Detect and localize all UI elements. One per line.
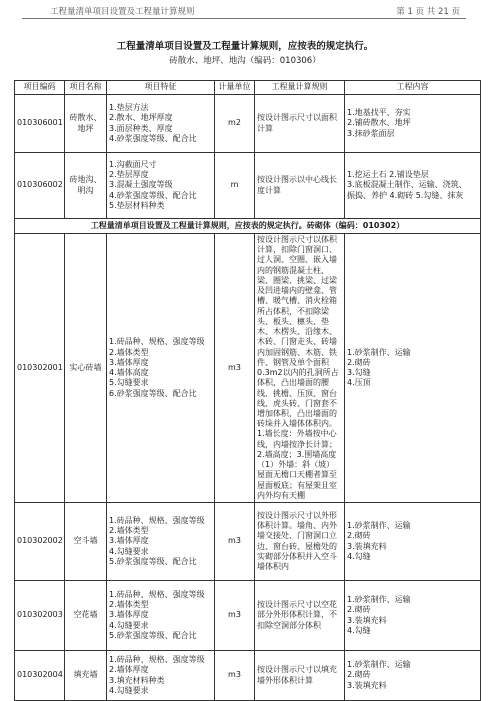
item-name: 空斗墙: [65, 503, 107, 581]
table-row: [15, 503, 481, 581]
item-unit: m3: [215, 234, 255, 503]
list-line: 3.面层种类、厚度: [109, 123, 173, 133]
list-line: 4.压顶: [347, 378, 371, 388]
table-row: [15, 95, 481, 153]
item-unit: m3: [215, 651, 255, 701]
item-code: 010302003: [15, 581, 65, 651]
list-line: 2.砌砖: [347, 605, 371, 615]
list-line: 3.装填充料: [347, 615, 387, 625]
list-line: 4.勾缝要求: [109, 546, 149, 556]
list-line: 2.砌砖: [347, 670, 371, 680]
item-code: 010306001: [15, 95, 65, 153]
list-line: 1.砖品种、规格、强度等级: [109, 590, 205, 599]
list-line: 2.砌砖: [347, 531, 371, 541]
list-line: 4.勾缝: [347, 625, 371, 635]
list-line: 3.墙体厚度: [109, 357, 149, 367]
list-line: 3.抹砂浆面层: [347, 128, 395, 138]
section-title: 工程量清单项目设置及工程量计算规则，应按表的规定执行。砖砌体（编码：010302）: [15, 219, 481, 234]
col-header-content: 工程内容: [345, 81, 481, 95]
list-line: 1.砖品种、规格、强度等级: [109, 655, 205, 665]
list-line: 2.墙体厚度: [109, 665, 149, 675]
list-line: 1.砂浆制作、运输: [347, 595, 411, 605]
item-features: [107, 95, 215, 153]
table-row: [15, 234, 481, 503]
list-line: 3.墙体厚度: [109, 536, 149, 546]
list-line: 振捣、养护 4.砌砖 5.勾缝、抹灰: [347, 190, 464, 200]
list-line: 4.墙体高度: [109, 368, 149, 378]
table-row: [15, 153, 481, 219]
col-header-features: 项目特征: [107, 81, 215, 95]
item-rule: 按设计图示以中心线长度计算: [255, 153, 345, 219]
item-rule: 按设计图示尺寸以空花部分外形体积计算，不扣除空洞部分体积: [255, 581, 345, 651]
item-unit: m2: [215, 95, 255, 153]
item-name: 空花墙: [65, 581, 107, 651]
list-line: 1.砂浆制作、运输: [347, 521, 411, 531]
list-line: 2.墙体类型: [109, 526, 149, 536]
col-header-name: 项目名称: [65, 81, 107, 95]
list-line: 5.砂浆强度等级、配合比: [109, 630, 197, 640]
list-line: 3.填充材料种类: [109, 675, 165, 685]
table-row: [15, 581, 481, 651]
list-line: 2.铺砖散水、地坪: [347, 118, 411, 128]
document-subtitle: 砖散水、地坪、地沟（编码：010306）: [169, 56, 321, 66]
list-line: 3.装填充料: [347, 680, 387, 690]
item-rule: 按设计图示尺寸以面积计算: [255, 95, 345, 153]
item-features: [107, 234, 215, 503]
spec-table: [14, 80, 481, 701]
item-name: 填充墙: [65, 651, 107, 701]
item-code: 010302004: [15, 651, 65, 701]
header-doc-title: 工程量清单项目设置及工程量计算规则: [50, 7, 195, 17]
item-content: [345, 234, 481, 503]
list-line: 5.砂浆强度等级、配合比: [109, 556, 197, 566]
list-line: 1.砖品种、规格、强度等级: [109, 337, 205, 347]
item-features: [107, 581, 215, 651]
item-features: [107, 503, 215, 581]
item-unit: m3: [215, 503, 255, 581]
item-content: [345, 153, 481, 219]
list-line: 5.勾缝要求: [109, 378, 149, 388]
section-header-row: [15, 219, 481, 234]
list-line: 1.沟截面尺寸: [109, 159, 157, 169]
list-line: 3.墙体厚度: [109, 610, 149, 620]
item-name: 实心砖墙: [65, 234, 107, 503]
list-line: 3.装填充料: [347, 541, 387, 551]
list-line: 3.勾缝: [347, 368, 371, 378]
item-unit: m: [215, 153, 255, 219]
col-header-code: 项目编码: [15, 81, 65, 95]
table-row: [15, 651, 481, 701]
list-line: 1.砂浆制作、运输: [347, 347, 411, 357]
item-rule: 按设计图示尺寸以体积计算，扣除门窗洞口、过人洞、空圈、嵌入墙内的钢筋混凝土柱、梁、圈梁、挑梁、过梁及凹进墙内的壁龛、管槽、暖气槽、消火栓箱所占体积，不扣除梁头、板头、檩头、垫木、木楞头、沿缘木、木砖、门窗走头、砖墙内加固钢筋、木筋、铁件、钢管及单个面积0.3m2以内的孔洞所占体积，凸出墙面的腰线、挑檐、压顶、窗台线、虎头砖、门窗套不增加体积，凸出墙面的砖垛并入墙体体积内。1.墙长度：外墙按中心线，内墙按净长计算；2.墙高度；3.围墙高度（1）外墙：斜（坡）屋面无檐口天棚者算至屋面板底；有屋架且室内外均有天棚: [255, 234, 345, 503]
item-content: [345, 503, 481, 581]
item-code: 010302002: [15, 503, 65, 581]
item-code: 010306002: [15, 153, 65, 219]
list-line: 4.砂浆强度等级、配合比: [109, 133, 197, 143]
list-line: 4.勾缝要求: [109, 685, 149, 695]
column-header-row: [15, 81, 481, 95]
item-features: [107, 651, 215, 701]
col-header-rule: 工程量计算规则: [255, 81, 345, 95]
item-features: [107, 153, 215, 219]
list-line: 2.散水、地坪厚度: [109, 113, 173, 123]
list-line: 1.垫层方法: [109, 103, 149, 113]
item-code: 010302001: [15, 234, 65, 503]
list-line: 1.砖品种、规格、强度等级: [109, 516, 205, 525]
list-line: 2.砌砖: [347, 357, 371, 367]
item-content: [345, 95, 481, 153]
list-line: 2.墙体类型: [109, 347, 149, 357]
list-line: 4.勾缝要求: [109, 620, 149, 630]
item-name: 砖散水、地坪: [65, 95, 107, 153]
col-header-unit: 计量单位: [215, 81, 255, 95]
item-content: [345, 651, 481, 701]
list-line: 2.墙体类型: [109, 600, 149, 610]
list-line: 4.砂浆强度等级、配合比: [109, 190, 197, 200]
item-content: [345, 581, 481, 651]
list-line: 6.砂浆强度等级、配合比: [109, 388, 197, 398]
list-line: 1.地基找平、夯实: [347, 108, 411, 118]
list-line: 5.垫层材料种类: [109, 200, 165, 210]
page-header: [22, 4, 466, 19]
list-line: 2.垫层厚度: [109, 170, 149, 180]
item-rule: 按设计图示尺寸以外形体积计算。墙角、内外墙交接处、门窗洞口立边、窗台砖、屋檐处的实砌部分体积并入空斗墙体积内: [255, 503, 345, 581]
list-line: 3.混凝土强度等级: [109, 180, 173, 190]
list-line: 4.勾缝: [347, 551, 371, 561]
item-rule: 按设计图示尺寸以填充墙外形体积计算: [255, 651, 345, 701]
list-line: 1.挖运土石 2.铺设垫层: [347, 170, 429, 180]
header-page-info: 第 1 页 共 21 页: [396, 7, 460, 17]
list-line: 1.砂浆制作、运输: [347, 660, 411, 670]
item-unit: m3: [215, 581, 255, 651]
document-title: 工程量清单项目设置及工程量计算规则，应按表的规定执行。: [116, 41, 374, 52]
item-name: 砖地沟、明沟: [65, 153, 107, 219]
list-line: 3.底板混凝土制作、运输、浇筑、: [347, 180, 467, 190]
